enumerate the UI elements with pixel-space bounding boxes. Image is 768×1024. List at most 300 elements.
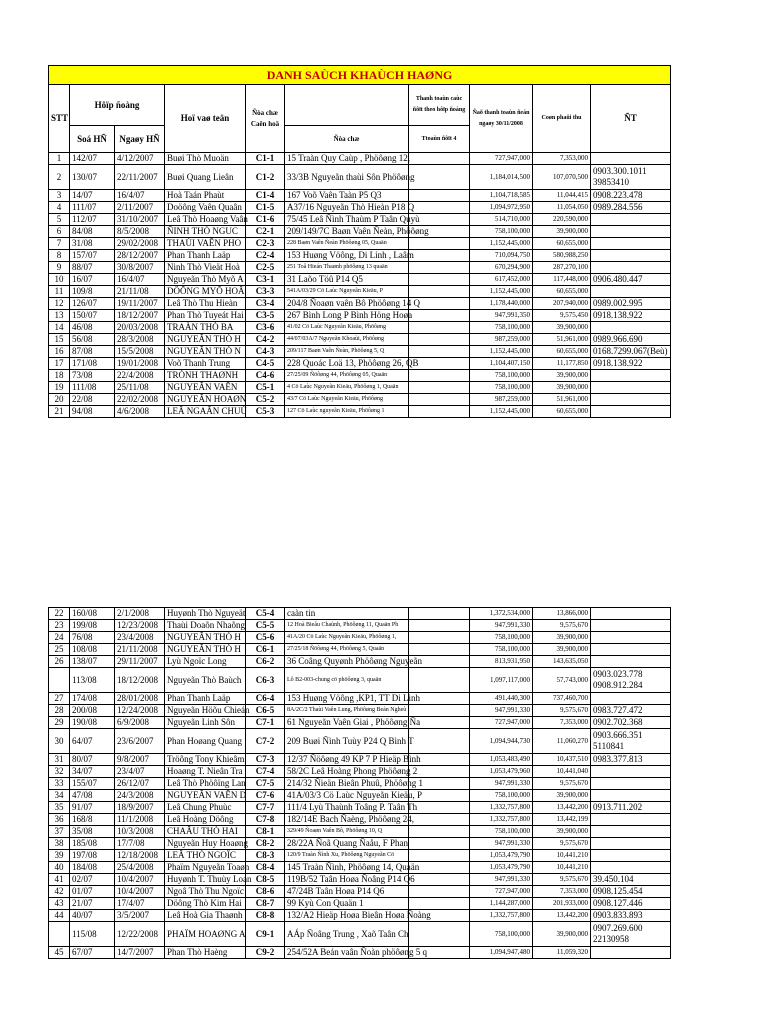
cell-can-ho: C7-1 <box>246 717 285 729</box>
cell-dia-chi: 44/07/03A/7 Nguyeãn Khoaùi, Phöôøng <box>285 334 409 346</box>
cell-dia-chi: A37/16 Nguyeãn Thò Hieàn P18 Q <box>285 202 409 214</box>
cell-ngay-hd: 12/23/2008 <box>115 620 165 632</box>
cell-stt: 30 <box>49 729 70 754</box>
cell-ho-ten: NGUYEÃN THÒ N <box>165 346 246 358</box>
cell-dia-chi: 167 Voõ Vaên Taàn P5 Q3 <box>285 190 409 202</box>
table-row <box>49 814 671 826</box>
cell-ngay-hd: 10/3/2008 <box>115 826 165 838</box>
cell-con-phai-thu: 9,575,450 <box>533 310 591 322</box>
cell-ttoan-dot4 <box>409 814 470 826</box>
cell-da-thanh-toan: 1,332,757,800 <box>470 910 533 922</box>
cell-ho-ten: Buøi Quang Lieân <box>165 165 246 190</box>
cell-so-hd: 88/07 <box>70 262 115 274</box>
cell-ttoan-dot4 <box>409 838 470 850</box>
cell-dia-chi: 47/24B Taân Hoøa P14 Q6 <box>285 886 409 898</box>
cell-ngay-hd: 22/02/2008 <box>115 394 165 406</box>
cell-ho-ten: Huyønh T. Thuùy Loan <box>165 874 246 886</box>
cell-so-hd: 108/08 <box>70 644 115 656</box>
cell-ngay-hd: 26/12/07 <box>115 778 165 790</box>
cell-stt: 34 <box>49 790 70 802</box>
cell-dia-chi: 228 Quoác Loä 13, Phöôøng 26, QB <box>285 358 409 370</box>
cell-ho-ten: NGUYEÃN VAÊN D <box>165 790 246 802</box>
cell-con-phai-thu: 39,900,000 <box>533 790 591 802</box>
cell-ngay-hd: 12/24/2008 <box>115 705 165 717</box>
cell-stt: 35 <box>49 802 70 814</box>
cell-stt: 4 <box>49 202 70 214</box>
cell-ngay-hd: 19/01/2008 <box>115 358 165 370</box>
cell-ttoan-dot4 <box>409 250 470 262</box>
cell-ttoan-dot4 <box>409 620 470 632</box>
cell-da-thanh-toan: 987,259,000 <box>470 334 533 346</box>
cell-so-hd: 171/08 <box>70 358 115 370</box>
cell-ngay-hd: 22/4/2008 <box>115 370 165 382</box>
cell-ttoan-dot4 <box>409 705 470 717</box>
cell-can-ho: C5-1 <box>246 382 285 394</box>
cell-so-hd: 31/08 <box>70 238 115 250</box>
cell-con-phai-thu: 7,353,000 <box>533 153 591 165</box>
cell-dia-chi: 8A/2C/2 Thaùi Vaên Lung, Phöôøng Beán Ngheù <box>285 705 409 717</box>
cell-stt: 19 <box>49 382 70 394</box>
cell-da-thanh-toan: 758,100,000 <box>470 826 533 838</box>
cell-ngay-hd: 18/9/2007 <box>115 802 165 814</box>
cell-can-ho: C2-1 <box>246 226 285 238</box>
cell-ttoan-dot4 <box>409 644 470 656</box>
cell-so-hd: 113/08 <box>70 668 115 693</box>
cell-ttoan-dot4 <box>409 922 470 947</box>
cell-ttoan-dot4 <box>409 632 470 644</box>
cell-dia-chi: 153 Huøng Vöông ,KP1, TT Di Linh <box>285 693 409 705</box>
cell-so-hd: 115/08 <box>70 922 115 947</box>
cell-da-thanh-toan: 1,152,445,000 <box>470 238 533 250</box>
cell-can-ho: C8-5 <box>246 874 285 886</box>
cell-da-thanh-toan: 491,440,300 <box>470 693 533 705</box>
cell-can-ho: C7-7 <box>246 802 285 814</box>
cell-dia-chi: 41A/03/3 Cö Laùc Nguyeãn Kieäu, P <box>285 790 409 802</box>
cell-con-phai-thu: 7,353,000 <box>533 886 591 898</box>
cell-can-ho: C2-4 <box>246 250 285 262</box>
table-row <box>49 286 671 298</box>
cell-stt: 23 <box>49 620 70 632</box>
cell-da-thanh-toan: 758,100,000 <box>470 370 533 382</box>
cell-ngay-hd: 25/11/08 <box>115 382 165 394</box>
cell-ho-ten: TRAÀN THÒ BA <box>165 322 246 334</box>
cell-con-phai-thu: 39,900,000 <box>533 370 591 382</box>
cell-stt: 14 <box>49 322 70 334</box>
cell-stt: 11 <box>49 286 70 298</box>
cell-can-ho: C5-5 <box>246 620 285 632</box>
header-hop-dong: Hôïp ñoàng <box>70 85 165 126</box>
cell-can-ho: C8-2 <box>246 838 285 850</box>
cell-da-thanh-toan: 710,094,750 <box>470 250 533 262</box>
cell-ngay-hd: 15/5/2008 <box>115 346 165 358</box>
cell-stt: 1 <box>49 153 70 165</box>
table-row <box>49 656 671 668</box>
cell-dt <box>591 693 671 705</box>
cell-da-thanh-toan: 1,178,440,000 <box>470 298 533 310</box>
cell-da-thanh-toan: 758,100,000 <box>470 790 533 802</box>
cell-dia-chi: 120/9 Traàn Ñình Xu, Phöôøng Nguyeãn Cö <box>285 850 409 862</box>
table-row <box>49 394 671 406</box>
table-row <box>49 947 671 959</box>
cell-can-ho: C8-3 <box>246 850 285 862</box>
cell-stt: 33 <box>49 778 70 790</box>
table-row <box>49 620 671 632</box>
cell-ho-ten: NGUYEÃN HOAØN <box>165 394 246 406</box>
cell-so-hd: 199/08 <box>70 620 115 632</box>
cell-ho-ten: Leâ Chung Phuùc <box>165 802 246 814</box>
cell-ho-ten: Nguyeãn Linh Sôn <box>165 717 246 729</box>
cell-can-ho: C5-3 <box>246 406 285 418</box>
cell-da-thanh-toan: 947,991,330 <box>470 778 533 790</box>
cell-ho-ten: Tröông Tony Khieâm <box>165 754 246 766</box>
cell-dt <box>591 778 671 790</box>
cell-ttoan-dot4 <box>409 668 470 693</box>
cell-ho-ten: Leâ Thò Thu Hieàn <box>165 298 246 310</box>
cell-ho-ten: Ngoâ Thò Thu Ngoïc <box>165 886 246 898</box>
cell-so-hd: 190/08 <box>70 717 115 729</box>
cell-con-phai-thu: 39,900,000 <box>533 644 591 656</box>
cell-dt <box>591 394 671 406</box>
cell-ho-ten: NGUYEÃN THÒ H <box>165 632 246 644</box>
cell-so-hd: 197/08 <box>70 850 115 862</box>
cell-da-thanh-toan: 758,100,000 <box>470 226 533 238</box>
cell-so-hd: 200/08 <box>70 705 115 717</box>
cell-ngay-hd: 25/4/2008 <box>115 862 165 874</box>
cell-ngay-hd: 23/4/07 <box>115 766 165 778</box>
header-dia-chi: Ñòa chæ <box>285 126 409 153</box>
cell-can-ho: C4-5 <box>246 358 285 370</box>
cell-can-ho: C5-6 <box>246 632 285 644</box>
cell-ho-ten: LEÂ THÒ NGOÏC <box>165 850 246 862</box>
cell-da-thanh-toan: 758,100,000 <box>470 632 533 644</box>
cell-dia-chi: 145 Traàn Ñình, Phöôøng 14, Quaän <box>285 862 409 874</box>
cell-da-thanh-toan: 1,152,445,000 <box>470 406 533 418</box>
cell-ttoan-dot4 <box>409 608 470 620</box>
cell-ngay-hd: 21/11/08 <box>115 286 165 298</box>
table-row <box>49 778 671 790</box>
cell-da-thanh-toan: 987,259,000 <box>470 394 533 406</box>
cell-ngay-hd: 31/10/2007 <box>115 214 165 226</box>
cell-dt <box>591 226 671 238</box>
cell-dt <box>591 947 671 959</box>
cell-ngay-hd: 17/4/07 <box>115 898 165 910</box>
cell-ttoan-dot4 <box>409 334 470 346</box>
cell-con-phai-thu: 10,441,210 <box>533 862 591 874</box>
cell-ho-ten: Phan Thò Haèng <box>165 947 246 959</box>
cell-ttoan-dot4 <box>409 238 470 250</box>
cell-con-phai-thu: 580,988,250 <box>533 250 591 262</box>
cell-ngay-hd: 16/4/07 <box>115 274 165 286</box>
table-row <box>49 790 671 802</box>
cell-da-thanh-toan: 1,053,479,790 <box>470 850 533 862</box>
cell-da-thanh-toan: 670,294,900 <box>470 262 533 274</box>
cell-ngay-hd: 23/4/2008 <box>115 632 165 644</box>
cell-can-ho: C7-8 <box>246 814 285 826</box>
cell-so-hd: 02/07 <box>70 874 115 886</box>
cell-stt: 3 <box>49 190 70 202</box>
cell-so-hd: 112/07 <box>70 214 115 226</box>
cell-ho-ten: Hoà Taán Phaùt <box>165 190 246 202</box>
table-row <box>49 632 671 644</box>
cell-stt: 41 <box>49 874 70 886</box>
cell-ngay-hd: 6/9/2008 <box>115 717 165 729</box>
cell-dt: 0913.711.202 <box>591 802 671 814</box>
cell-da-thanh-toan: 758,100,000 <box>470 322 533 334</box>
header-can-ho: Ñòa chæ Caên hoä <box>246 85 285 153</box>
cell-so-hd: 01/07 <box>70 886 115 898</box>
cell-dia-chi: 209 Buøi Ñình Tuùy P24 Q Bình T <box>285 729 409 754</box>
cell-con-phai-thu: 60,655,000 <box>533 406 591 418</box>
cell-stt: 39 <box>49 850 70 862</box>
cell-con-phai-thu: 9,575,670 <box>533 778 591 790</box>
cell-ho-ten: Nguyeãn Thò Baùch <box>165 668 246 693</box>
cell-con-phai-thu: 7,353,000 <box>533 717 591 729</box>
cell-dt <box>591 250 671 262</box>
cell-can-ho: C2-3 <box>246 238 285 250</box>
cell-con-phai-thu: 207,940,000 <box>533 298 591 310</box>
cell-ho-ten: TRÒNH THAØNH <box>165 370 246 382</box>
cell-can-ho: C1-6 <box>246 214 285 226</box>
cell-ttoan-dot4 <box>409 394 470 406</box>
cell-ttoan-dot4 <box>409 370 470 382</box>
cell-so-hd: 40/07 <box>70 910 115 922</box>
cell-dia-chi: 204/8 Ñoaøn vaên Bô Phöôøng 14 Q <box>285 298 409 310</box>
header-ho-ten: Hoï vaø teân <box>165 85 246 153</box>
cell-can-ho: C7-2 <box>246 729 285 754</box>
cell-so-hd: 34/07 <box>70 766 115 778</box>
cell-da-thanh-toan: 1,053,479,790 <box>470 862 533 874</box>
cell-ttoan-dot4 <box>409 274 470 286</box>
cell-stt: 21 <box>49 406 70 418</box>
cell-con-phai-thu: 39,900,000 <box>533 226 591 238</box>
cell-stt: 20 <box>49 394 70 406</box>
cell-con-phai-thu: 11,059,320 <box>533 947 591 959</box>
cell-can-ho: C8-6 <box>246 886 285 898</box>
cell-stt <box>49 668 70 693</box>
cell-ho-ten: Phan Hoøang Quang <box>165 729 246 754</box>
cell-dia-chi: 43/7 Cö Laùc Nguyeãn Kieäu, Phöôøng <box>285 394 409 406</box>
cell-con-phai-thu: 220,590,000 <box>533 214 591 226</box>
cell-dt: 0989.002.995 <box>591 298 671 310</box>
cell-dt: 0918.138.922 <box>591 358 671 370</box>
cell-so-hd: 185/08 <box>70 838 115 850</box>
cell-da-thanh-toan: 1,152,445,000 <box>470 286 533 298</box>
cell-dt <box>591 862 671 874</box>
cell-dt <box>591 286 671 298</box>
cell-ngay-hd: 10/4/2007 <box>115 886 165 898</box>
cell-dt <box>591 153 671 165</box>
cell-dia-chi: 12/37 Ñöôøng 49 KP 7 P Hieäp Bình <box>285 754 409 766</box>
cell-ho-ten: Hoaøng T. Nieân Tra <box>165 766 246 778</box>
cell-ngay-hd: 28/3/2008 <box>115 334 165 346</box>
cell-stt: 45 <box>49 947 70 959</box>
cell-dt <box>591 838 671 850</box>
cell-dia-chi: 75/45 Leâ Ñình Thaùm P Taân Quyù <box>285 214 409 226</box>
header-ttoan-dot4: Ttoaùn ñôït 4 <box>409 126 470 153</box>
cell-stt: 38 <box>49 838 70 850</box>
cell-stt: 36 <box>49 814 70 826</box>
cell-can-ho: C7-5 <box>246 778 285 790</box>
cell-ttoan-dot4 <box>409 850 470 862</box>
cell-so-hd: 84/08 <box>70 226 115 238</box>
cell-ngay-hd: 8/5/2008 <box>115 226 165 238</box>
cell-ngay-hd: 14/7/2007 <box>115 947 165 959</box>
table-row <box>49 250 671 262</box>
cell-so-hd: 87/08 <box>70 346 115 358</box>
cell-can-ho: C4-3 <box>246 346 285 358</box>
cell-dia-chi: 329/49 Ñoaøn Vaên Bô, Phöôøng 10, Q <box>285 826 409 838</box>
cell-con-phai-thu: 9,575,670 <box>533 838 591 850</box>
cell-dt: 0989.966.690 <box>591 334 671 346</box>
cell-so-hd: 46/08 <box>70 322 115 334</box>
table-row <box>49 838 671 850</box>
cell-ngay-hd: 29/02/2008 <box>115 238 165 250</box>
table-row <box>49 310 671 322</box>
cell-dia-chi: 15 Traàn Quy Caùp , Phöôøng 12, <box>285 153 409 165</box>
cell-can-ho: C4-6 <box>246 370 285 382</box>
cell-ttoan-dot4 <box>409 310 470 322</box>
cell-dt <box>591 262 671 274</box>
cell-can-ho: C7-4 <box>246 766 285 778</box>
cell-ngay-hd: 16/4/07 <box>115 190 165 202</box>
cell-ho-ten: NGUYEÃN VAÊN <box>165 382 246 394</box>
cell-dt: 0902.702.368 <box>591 717 671 729</box>
cell-ngay-hd: 22/11/2007 <box>115 165 165 190</box>
cell-stt: 43 <box>49 898 70 910</box>
cell-da-thanh-toan: 1,097,117,000 <box>470 668 533 693</box>
header-so-hd: Soá HÑ <box>70 126 115 153</box>
cell-dt: 0903.666.351 5110841 <box>591 729 671 754</box>
cell-so-hd: 174/08 <box>70 693 115 705</box>
cell-dia-chi: 31 Laõo Töû P14 Q5 <box>285 274 409 286</box>
cell-da-thanh-toan: 1,332,757,800 <box>470 814 533 826</box>
cell-stt: 24 <box>49 632 70 644</box>
cell-stt: 10 <box>49 274 70 286</box>
cell-ttoan-dot4 <box>409 190 470 202</box>
cell-dia-chi: 132/A2 Hieäp Hoøa Bieân Hoøa Ñoàng <box>285 910 409 922</box>
cell-so-hd: 126/07 <box>70 298 115 310</box>
cell-stt: 32 <box>49 766 70 778</box>
cell-dia-chi: 99 Kyù Con Quaän 1 <box>285 898 409 910</box>
table-row <box>49 262 671 274</box>
cell-ttoan-dot4 <box>409 346 470 358</box>
cell-con-phai-thu: 51,961,000 <box>533 394 591 406</box>
cell-stt: 9 <box>49 262 70 274</box>
cell-so-hd: 91/07 <box>70 802 115 814</box>
cell-dt: 0918.138.922 <box>591 310 671 322</box>
table-row <box>49 826 671 838</box>
cell-so-hd: 35/08 <box>70 826 115 838</box>
cell-con-phai-thu: 117,448,000 <box>533 274 591 286</box>
table-row <box>49 370 671 382</box>
cell-dia-chi: 4 Cö Laùc Nguyeãn Kieäu, Phöôøng 1, Quaän <box>285 382 409 394</box>
cell-con-phai-thu: 10,441,040 <box>533 766 591 778</box>
cell-con-phai-thu: 9,575,670 <box>533 874 591 886</box>
cell-stt: 37 <box>49 826 70 838</box>
cell-dia-chi: 36 Coâng Quyønh Phöôøng Nguyeãn <box>285 656 409 668</box>
cell-dia-chi: 12 Hoà Bieåu Chaùnh, Phöôøng 11, Quaän Ph <box>285 620 409 632</box>
cell-ho-ten: Phaïm Nguyeãn Toaøn <box>165 862 246 874</box>
cell-so-hd: 64/07 <box>70 729 115 754</box>
cell-so-hd: 150/07 <box>70 310 115 322</box>
cell-con-phai-thu: 10,441,210 <box>533 850 591 862</box>
cell-dia-chi: AÁp Ñoâng Trung , Xaõ Taân Ch <box>285 922 409 947</box>
cell-dia-chi: 153 Huøng Vöông, Di Linh , Laâm <box>285 250 409 262</box>
cell-ttoan-dot4 <box>409 382 470 394</box>
cell-con-phai-thu: 287,270,100 <box>533 262 591 274</box>
cell-can-ho: C4-2 <box>246 334 285 346</box>
cell-can-ho: C6-1 <box>246 644 285 656</box>
cell-ttoan-dot4 <box>409 729 470 754</box>
cell-ho-ten: Phan Thanh Laäp <box>165 250 246 262</box>
customer-table-1 <box>48 65 671 418</box>
cell-ho-ten: Voõ Thanh Trung <box>165 358 246 370</box>
cell-stt: 22 <box>49 608 70 620</box>
cell-dia-chi: 228 Baøn Vaên Ñeàn Phöôøng 05, Quaän <box>285 238 409 250</box>
cell-dia-chi: 28/22A Ñoã Quang Ñaåu, F Phan <box>285 838 409 850</box>
table-row <box>49 274 671 286</box>
cell-ttoan-dot4 <box>409 262 470 274</box>
header-da-thanh-toan: Ñaõ thanh toaùn ñeán ngaøy 30/11/2008 <box>470 85 533 153</box>
cell-dt <box>591 238 671 250</box>
cell-so-hd: 21/07 <box>70 898 115 910</box>
cell-ngay-hd: 3/5/2007 <box>115 910 165 922</box>
header-con-phai-thu: Coøn phaûi thu <box>533 85 591 153</box>
cell-can-ho: C6-5 <box>246 705 285 717</box>
cell-ho-ten: CHAÂU THÒ HAI <box>165 826 246 838</box>
cell-ho-ten: NGUYEÃN THÒ H <box>165 644 246 656</box>
cell-da-thanh-toan: 727,947,000 <box>470 153 533 165</box>
cell-dt: 0906.480.447 <box>591 274 671 286</box>
cell-dt <box>591 382 671 394</box>
cell-stt: 29 <box>49 717 70 729</box>
cell-con-phai-thu: 39,900,000 <box>533 382 591 394</box>
cell-so-hd: 94/08 <box>70 406 115 418</box>
cell-dt: 0989.284.556 <box>591 202 671 214</box>
cell-con-phai-thu: 39,900,000 <box>533 922 591 947</box>
cell-da-thanh-toan: 1,184,014,500 <box>470 165 533 190</box>
cell-dia-chi: 209/117 Baøn Vaên Ñeàn, Phöôøng 5, Q <box>285 346 409 358</box>
cell-dt <box>591 322 671 334</box>
cell-dt: 0168.7299.067(Beù) <box>591 346 671 358</box>
cell-da-thanh-toan: 1,053,479,960 <box>470 766 533 778</box>
cell-so-hd: 157/07 <box>70 250 115 262</box>
table-row <box>49 705 671 717</box>
cell-da-thanh-toan: 1,104,718,585 <box>470 190 533 202</box>
header-dt: ÑT <box>591 85 671 153</box>
cell-con-phai-thu: 51,961,000 <box>533 334 591 346</box>
cell-ho-ten: Döông Thò Kim Hai <box>165 898 246 910</box>
cell-so-hd: 56/08 <box>70 334 115 346</box>
cell-can-ho: C3-1 <box>246 274 285 286</box>
cell-ngay-hd: 29/11/2007 <box>115 656 165 668</box>
cell-stt: 13 <box>49 310 70 322</box>
cell-con-phai-thu: 10,437,510 <box>533 754 591 766</box>
cell-ho-ten: Lyù Ngoïc Long <box>165 656 246 668</box>
cell-so-hd: 22/08 <box>70 394 115 406</box>
cell-ngay-hd: 18/12/2008 <box>115 668 165 693</box>
cell-can-ho: C3-5 <box>246 310 285 322</box>
cell-so-hd: 142/07 <box>70 153 115 165</box>
cell-so-hd: 80/07 <box>70 754 115 766</box>
cell-so-hd: 111/07 <box>70 202 115 214</box>
cell-da-thanh-toan: 1,332,757,800 <box>470 802 533 814</box>
cell-ttoan-dot4 <box>409 202 470 214</box>
cell-con-phai-thu: 60,655,000 <box>533 346 591 358</box>
cell-so-hd: 67/07 <box>70 947 115 959</box>
cell-con-phai-thu: 39,900,000 <box>533 632 591 644</box>
cell-stt: 17 <box>49 358 70 370</box>
